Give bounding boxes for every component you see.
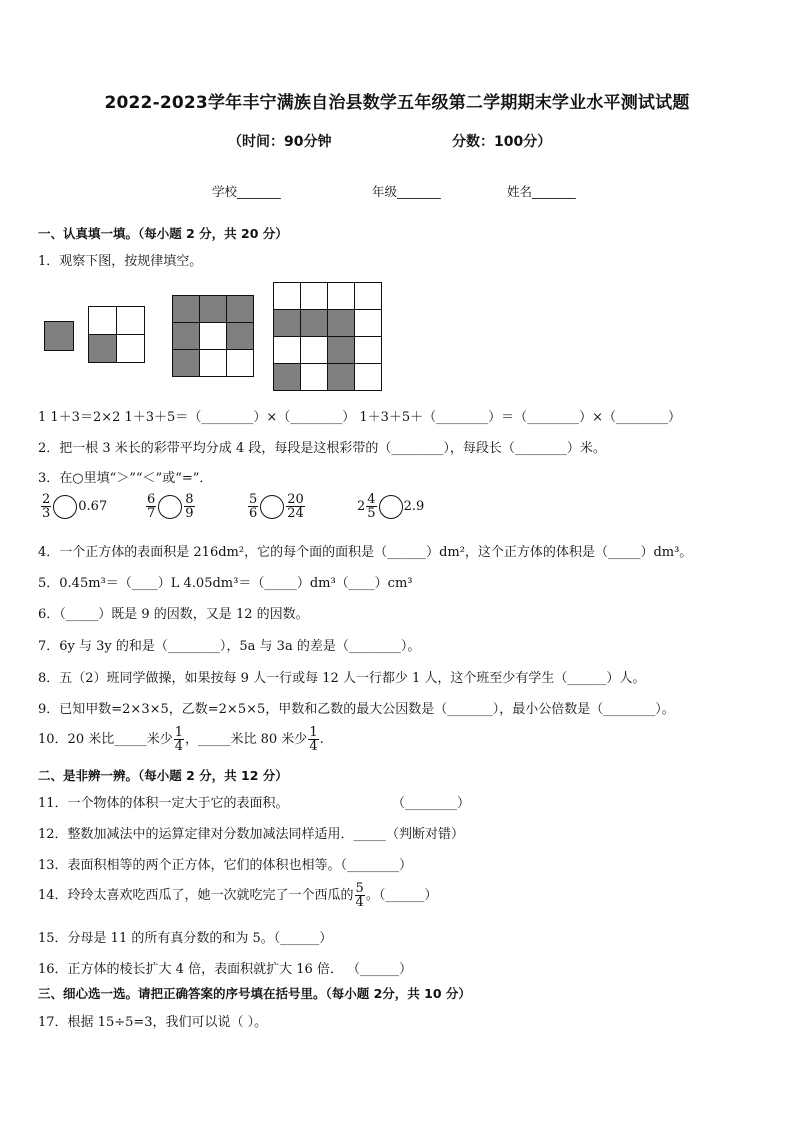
compare-circle[interactable] xyxy=(53,495,77,519)
fraction: $\frac{2}{3}$ xyxy=(42,492,51,521)
fraction: $\frac{6}{7}$ xyxy=(147,492,156,521)
blank-cell xyxy=(355,364,382,391)
shaded-cell xyxy=(227,296,254,323)
blank-cell xyxy=(200,350,227,377)
shaded-cell xyxy=(328,337,355,364)
blank-cell xyxy=(117,335,145,363)
shaded-cell xyxy=(274,364,301,391)
section-2-heading: 二、是非辨一辨。（每小题 2 分，共 12 分） xyxy=(38,768,288,783)
fraction: $\frac{1}{4}$ xyxy=(309,725,318,754)
section-3-heading: 三、细心选一选。请把正确答案的序号填在括号里。（每小题 2分，共 10 分） xyxy=(38,986,471,1001)
question-14: 14．玲玲太喜欢吃西瓜了，她一次就吃完了一个西瓜的 $\frac{5}{4}$ 。（______） xyxy=(38,881,438,910)
fraction: $\frac{20}{24}$ xyxy=(287,492,304,521)
fraction: $\frac{1}{4}$ xyxy=(174,725,183,754)
fraction: $\frac{5}{4}$ xyxy=(355,881,364,910)
compare-item-a: $\frac{2}{3}$ 0.67 xyxy=(42,492,108,521)
question-11: 11．一个物体的体积一定大于它的表面积。 xyxy=(38,796,289,811)
exam-score: 分数：100分） xyxy=(452,134,552,150)
question-3: 3．在○里填“＞”“＜”或“=”． xyxy=(38,471,213,486)
pattern-grid-3 xyxy=(172,295,254,377)
shaded-cell xyxy=(173,296,200,323)
question-13: 13．表面积相等的两个正方体，它们的体积也相等。（________） xyxy=(38,858,413,873)
blank-cell xyxy=(117,307,145,335)
question-8: 8．五（2）班同学做操，如果按每 9 人一行或每 12 人一行都少 1 人，这个班至少有学生（______）人。 xyxy=(38,671,646,686)
blank-cell xyxy=(301,337,328,364)
shaded-cell xyxy=(200,296,227,323)
question-2: 2．把一根 3 米长的彩带平均分成 4 段，每段是这根彩带的（________），每段长（________）米。 xyxy=(38,441,606,456)
question-7: 7．6y 与 3y 的和是（________），5a 与 3a 的差是（________）。 xyxy=(38,639,421,654)
compare-item-b xyxy=(145,493,196,520)
section-1-heading: 一、认真填一填。（每小题 2 分，共 20 分） xyxy=(38,226,288,241)
shaded-cell xyxy=(89,335,117,363)
compare-circle[interactable] xyxy=(260,495,284,519)
fraction: $\frac{5}{6}$ xyxy=(249,492,258,521)
question-1-blanks: 1 1＋3＝2×2 1＋3＋5＝（________）×（________） 1＋3＋5＋（________）＝（________）×（________） xyxy=(38,410,682,425)
fraction: $\frac{4}{5}$ xyxy=(367,492,376,521)
blank-cell xyxy=(301,364,328,391)
exam-time: （时间：90分钟 xyxy=(228,134,332,150)
question-16: 16．正方体的棱长扩大 4 倍，表面积就扩大 16 倍． （______） xyxy=(38,962,413,977)
blank-cell xyxy=(89,307,117,335)
question-15: 15．分母是 11 的所有真分数的和为 5。（______） xyxy=(38,931,333,946)
blank-cell xyxy=(274,283,301,310)
shaded-cell xyxy=(301,310,328,337)
question-5: 5．0.45m³＝（____）L 4.05dm³＝（_____）dm³（____）cm³ xyxy=(38,576,413,591)
school-field: 学校_______ xyxy=(212,184,281,199)
question-4: 4．一个正方体的表面积是 216dm²，它的每个面的面积是（______）dm²，这个正方体的体积是（_____）dm³。 xyxy=(38,545,693,560)
shaded-cell xyxy=(328,310,355,337)
question-11-blank: （________） xyxy=(392,796,471,811)
question-1: 1．观察下图，按规律填空。 xyxy=(38,254,203,269)
name-field: 姓名_______ xyxy=(507,184,576,199)
compare-item-c xyxy=(247,493,306,520)
shaded-cell xyxy=(173,350,200,377)
blank-cell xyxy=(355,283,382,310)
question-10: 10．20 米比_____米少 $\frac{1}{4}$ ，_____米比 80 米少 $\frac{1}{4}$ . xyxy=(38,725,324,754)
pattern-grid-2 xyxy=(88,306,145,363)
shaded-cell xyxy=(173,323,200,350)
blank-cell xyxy=(355,337,382,364)
shaded-cell xyxy=(328,364,355,391)
blank-cell xyxy=(328,283,355,310)
blank-cell xyxy=(274,337,301,364)
blank-cell xyxy=(355,310,382,337)
pattern-grid-1 xyxy=(44,321,74,351)
compare-item-d: 2 $\frac{4}{5}$ 2.9 xyxy=(357,492,425,521)
question-17: 17．根据 15÷5=3，我们可以说（ ）。 xyxy=(38,1015,268,1030)
blank-cell xyxy=(227,350,254,377)
fraction: $\frac{8}{9}$ xyxy=(185,492,194,521)
grade-field: 年级_______ xyxy=(372,184,441,199)
blank-cell xyxy=(200,323,227,350)
question-12: 12．整数加减法中的运算定律对分数加减法同样适用．_____（判断对错） xyxy=(38,827,465,842)
exam-title: 2022-2023学年丰宁满族自治县数学五年级第二学期期末学业水平测试试题 xyxy=(104,93,690,113)
shaded-cell xyxy=(45,322,74,351)
question-6: 6．（_____）既是 9 的因数，又是 12 的因数。 xyxy=(38,607,309,622)
pattern-grid-4 xyxy=(273,282,382,391)
question-9: 9．已知甲数=2×3×5，乙数=2×5×5，甲数和乙数的最大公因数是（_______），最小公倍数是（________）。 xyxy=(38,702,675,717)
shaded-cell xyxy=(227,323,254,350)
compare-circle[interactable] xyxy=(379,495,403,519)
shaded-cell xyxy=(274,310,301,337)
compare-circle[interactable] xyxy=(158,495,182,519)
blank-cell xyxy=(301,283,328,310)
